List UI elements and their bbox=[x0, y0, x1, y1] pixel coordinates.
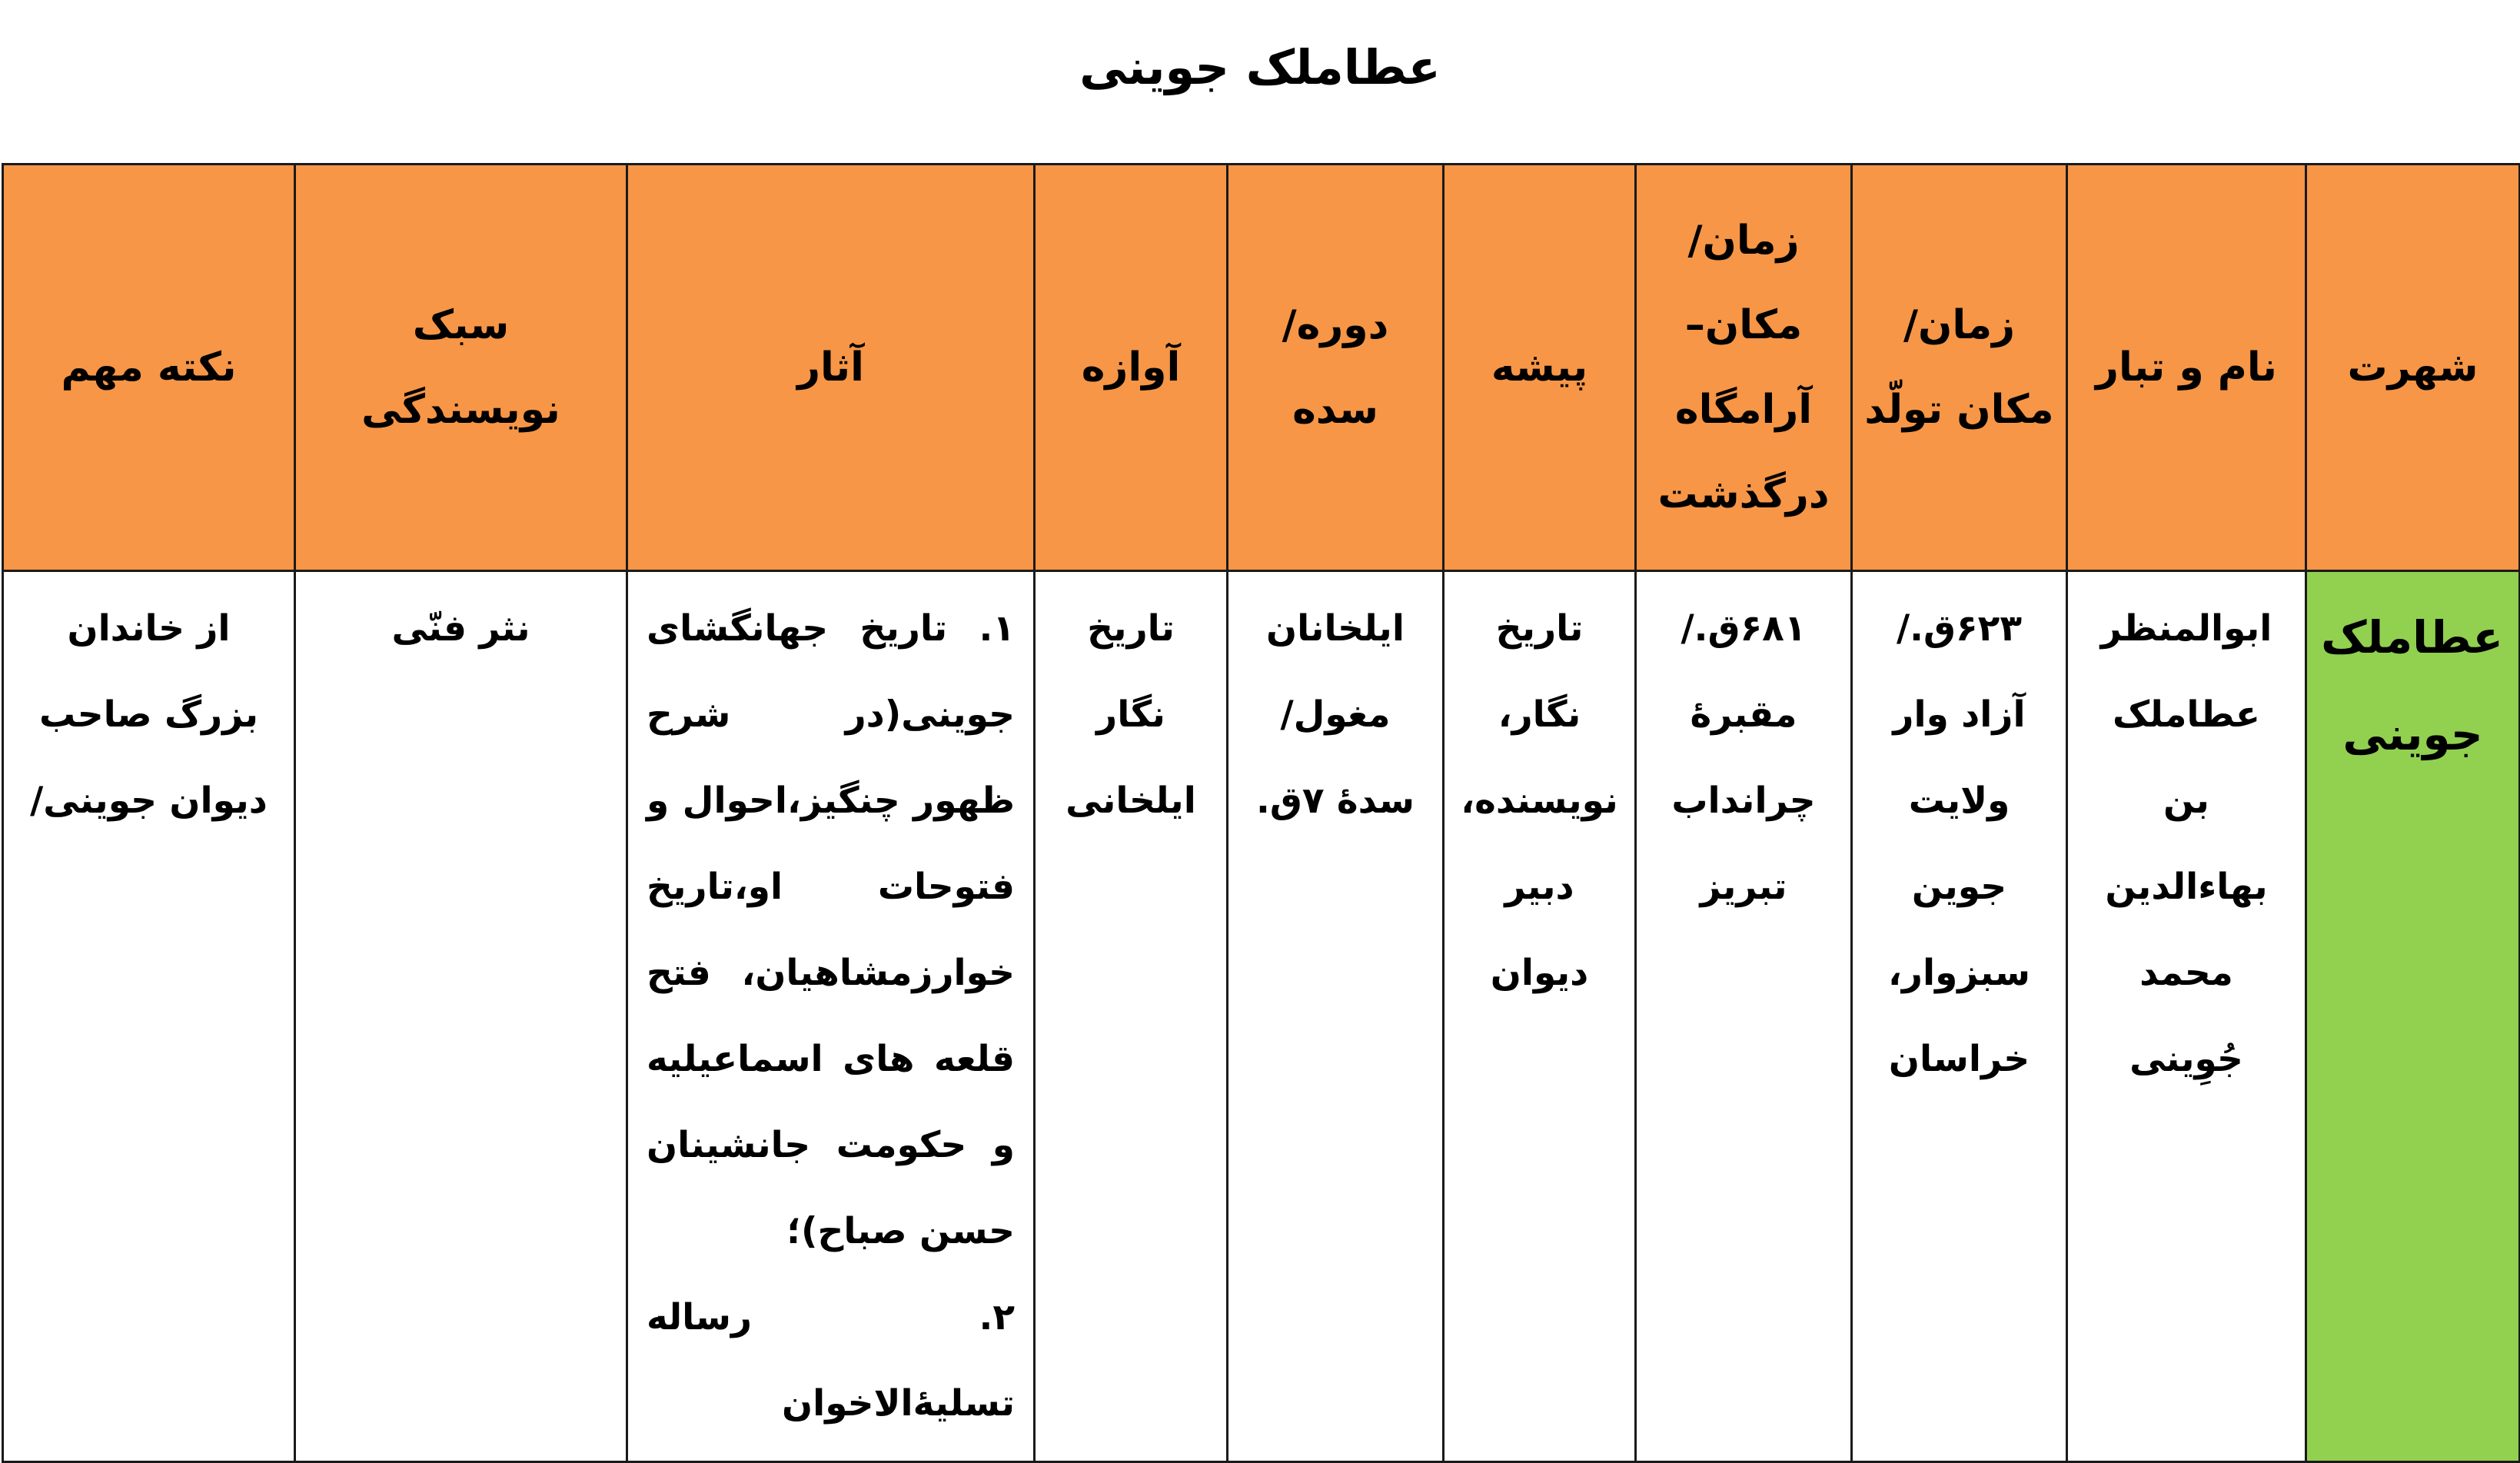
cell-birth: ۶۲۳ق./ آزاد وار ولایت جوین سبزوار، خراسان bbox=[1852, 571, 2067, 1462]
cell-name-lineage: ابوالمنظر عطاملک بن بهاءالدین محمد جُوِینی bbox=[2067, 571, 2306, 1462]
column-header-period: دوره/ سده bbox=[1228, 165, 1444, 571]
cell-works: ۱. تاریخ جهانگشای جوینی(در شرح ظهور چنگیز،احوال و فتوحات او،تاریخ خوارزمشاهیان، فتح قلعه های اسماعیلیه و حکومت جانشینان حسن صباح)؛ ۲. رساله تسلیهٔ‌الاخوان bbox=[627, 571, 1035, 1462]
column-header-fame-title: آوازه bbox=[1035, 165, 1228, 571]
biography-table bbox=[2, 163, 2520, 1463]
cell-style: نثر فنّی bbox=[295, 571, 627, 1462]
cell-period: ایلخانان مغول/ سدهٔ ۷ق. bbox=[1228, 571, 1444, 1462]
column-header-style: سبک نویسندگی bbox=[295, 165, 627, 571]
column-header-name-lineage: نام و تبار bbox=[2067, 165, 2306, 571]
page-title: عطاملک جوینی bbox=[1079, 39, 1441, 95]
cell-note: از خاندان بزرگ صاحب دیوان جوینی/ bbox=[3, 571, 295, 1462]
table-row bbox=[3, 571, 2520, 1462]
cell-death-tomb: ۶۸۱ق./ مقبرهٔ چرانداب تبریز bbox=[1636, 571, 1852, 1462]
column-header-works: آثار bbox=[627, 165, 1035, 571]
column-header-profession: پیشه bbox=[1444, 165, 1636, 571]
header-row bbox=[3, 165, 2520, 571]
cell-profession: تاریخ نگار، نویسنده، دبیر دیوان bbox=[1444, 571, 1636, 1462]
column-header-death-tomb: زمان/ مکان– آرامگاه درگذشت bbox=[1636, 165, 1852, 571]
column-header-birth: زمان/ مکان تولّد bbox=[1852, 165, 2067, 571]
column-header-note: نکته مهم bbox=[3, 165, 295, 571]
cell-fame: عطاملک جوینی bbox=[2306, 571, 2520, 1462]
column-header-fame: شهرت bbox=[2306, 165, 2520, 571]
cell-fame-title: تاریخ نگار ایلخانی bbox=[1035, 571, 1228, 1462]
